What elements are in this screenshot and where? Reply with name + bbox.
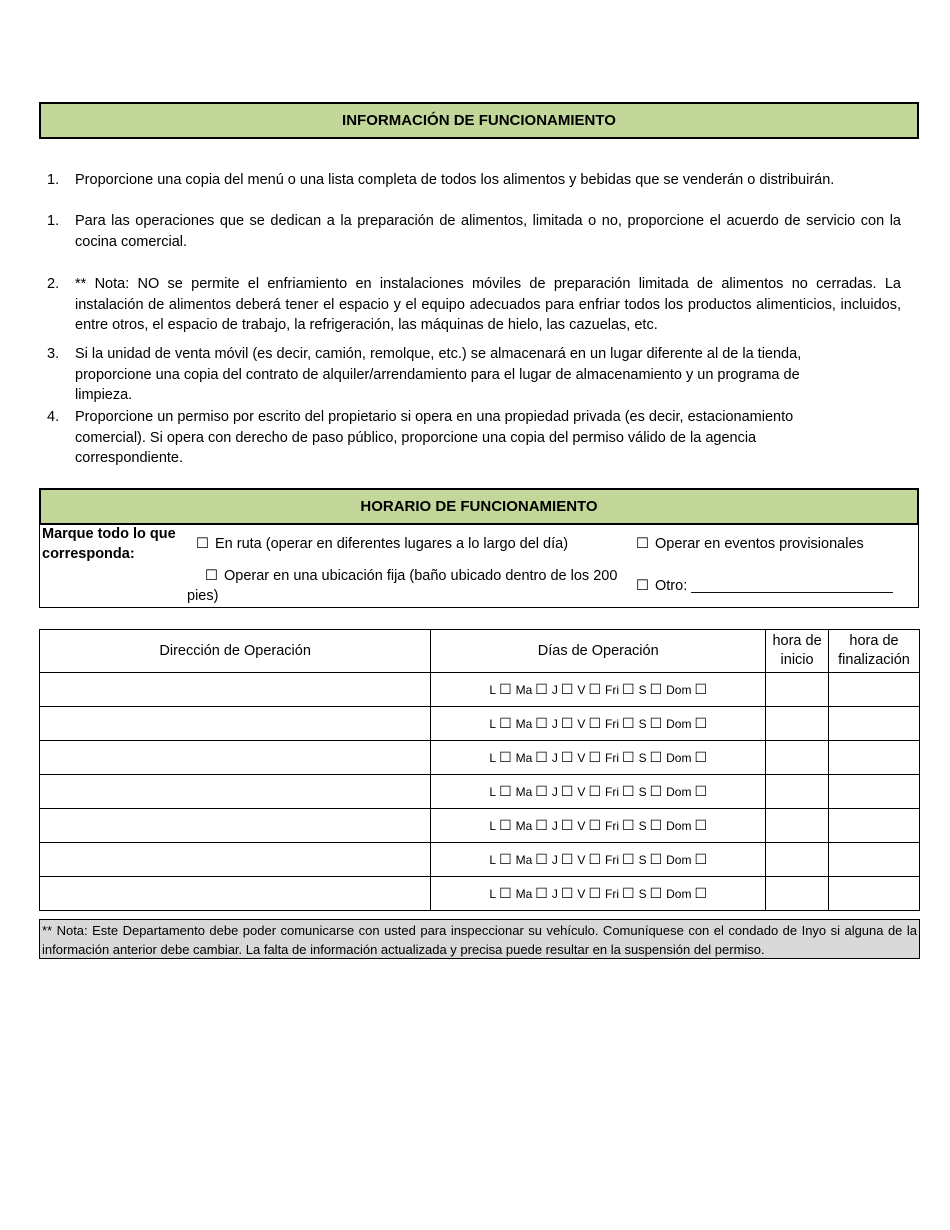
checkbox-icon[interactable]: ☐: [535, 681, 548, 697]
day-checkbox[interactable]: [516, 785, 548, 799]
day-label: S: [638, 683, 647, 697]
checkbox-icon[interactable]: ☐: [560, 749, 574, 765]
day-checkbox[interactable]: [516, 683, 548, 697]
checkbox-icon[interactable]: ☐: [622, 817, 635, 833]
checkbox-icon[interactable]: ☐: [588, 851, 601, 867]
checkbox-icon[interactable]: ☐: [694, 885, 708, 901]
day-label: L: [489, 887, 497, 901]
day-checkbox[interactable]: [489, 819, 511, 833]
item-text: Proporcione un permiso por escrito del propietario si opera en una propiedad privada (es decir, estacionamiento comercial). Si opera con derecho de paso público, proporcione una copia del permiso válido de la agencia correspondiente.: [75, 409, 794, 466]
day-checkbox[interactable]: [577, 853, 601, 867]
checkbox-icon[interactable]: ☐: [649, 681, 663, 697]
end-time-cell[interactable]: [829, 843, 920, 877]
day-checkbox[interactable]: [639, 819, 663, 833]
address-cell[interactable]: [40, 877, 431, 911]
day-label: S: [638, 785, 647, 799]
day-label: Ma: [515, 717, 533, 731]
checkbox-icon[interactable]: ☐: [560, 885, 574, 901]
checkbox-icon[interactable]: ☐: [622, 681, 635, 697]
item-text: ** Nota: NO se permite el enfriamiento en instalaciones móviles de preparación limitada de alimentos no cerradas. La instalación de alimentos deberá tener el espacio y el equipo adecuados para enfriar todos los productos alimenticios, incluidos, entre otros, el espacio de trabajo, la refrigeración, las máquinas de hielo, las cazuelas, etc.: [75, 276, 901, 333]
option-other-label: Otro: _________________________: [655, 578, 893, 594]
day-label: Ma: [515, 683, 533, 697]
day-label: L: [489, 819, 497, 833]
table-row: [40, 673, 920, 707]
table-row: [40, 775, 920, 809]
day-checkbox[interactable]: [489, 683, 511, 697]
day-checkbox[interactable]: [552, 751, 574, 765]
day-checkbox[interactable]: [516, 853, 548, 867]
day-label: Dom: [666, 717, 692, 731]
end-time-cell[interactable]: [829, 707, 920, 741]
start-time-cell[interactable]: [766, 809, 829, 843]
checkbox-icon[interactable]: ☐: [588, 885, 601, 901]
schedule-section-title: HORARIO DE FUNCIONAMIENTO: [39, 488, 919, 525]
day-label: V: [577, 717, 586, 731]
day-label: Fri: [605, 717, 619, 731]
item-text: Si la unidad de venta móvil (es decir, camión, remolque, etc.) se almacenará en un lugar diferente al de la tienda, proporcione una copia del contrato de alquiler/arrendamiento para el lugar de almacenamiento y un programa de limpieza.: [75, 346, 802, 403]
day-checkbox[interactable]: [489, 785, 511, 799]
day-checkbox[interactable]: [552, 819, 574, 833]
checkbox-icon[interactable]: ☐: [499, 885, 512, 901]
list-item: [39, 170, 901, 191]
day-label: L: [489, 683, 497, 697]
checkbox-icon[interactable]: ☐: [649, 715, 663, 731]
day-label: S: [638, 751, 647, 765]
checkbox-icon[interactable]: ☐: [560, 681, 574, 697]
header-days: Días de Operación: [431, 630, 766, 673]
day-label: Fri: [605, 751, 619, 765]
day-checkbox[interactable]: [516, 887, 548, 901]
day-checkbox[interactable]: [577, 887, 601, 901]
day-label: J: [551, 853, 558, 867]
end-time-cell[interactable]: [829, 809, 920, 843]
option-events[interactable]: [636, 534, 864, 554]
day-label: Dom: [666, 819, 692, 833]
checkbox-icon[interactable]: ☐: [535, 715, 548, 731]
checkbox-icon[interactable]: ☐: [560, 715, 574, 731]
day-label: Ma: [515, 751, 533, 765]
day-checkbox[interactable]: [489, 887, 511, 901]
option-other[interactable]: [636, 576, 893, 596]
day-checkbox[interactable]: [605, 853, 635, 867]
day-label: Ma: [515, 785, 533, 799]
start-time-cell[interactable]: [766, 877, 829, 911]
day-checkbox[interactable]: [639, 683, 663, 697]
checkbox-icon[interactable]: ☐: [649, 885, 663, 901]
address-cell[interactable]: [40, 809, 431, 843]
checkbox-icon[interactable]: ☐: [636, 578, 649, 594]
day-checkbox[interactable]: [605, 683, 635, 697]
start-time-cell[interactable]: [766, 843, 829, 877]
days-cell: [431, 673, 766, 707]
option-route[interactable]: [196, 534, 568, 554]
start-time-cell[interactable]: [766, 741, 829, 775]
day-label: V: [577, 819, 586, 833]
checkbox-icon[interactable]: ☐: [499, 783, 512, 799]
days-cell: [431, 843, 766, 877]
table-row: [40, 707, 920, 741]
day-label: V: [577, 887, 586, 901]
day-label: Dom: [666, 853, 692, 867]
day-checkbox[interactable]: [577, 819, 601, 833]
checkbox-icon[interactable]: ☐: [588, 715, 601, 731]
checkbox-icon[interactable]: ☐: [622, 715, 635, 731]
day-checkbox[interactable]: [552, 887, 574, 901]
day-label: Dom: [666, 785, 692, 799]
item-text: Para las operaciones que se dedican a la preparación de alimentos, limitada o no, proporcione el acuerdo de servicio con la cocina comercial.: [75, 213, 901, 250]
checkbox-icon[interactable]: ☐: [694, 681, 708, 697]
day-label: S: [638, 887, 647, 901]
start-time-cell[interactable]: [766, 673, 829, 707]
day-label: J: [551, 751, 558, 765]
day-label: J: [551, 819, 558, 833]
day-checkbox[interactable]: [516, 819, 548, 833]
end-time-cell[interactable]: [829, 673, 920, 707]
day-label: Fri: [605, 853, 619, 867]
checkbox-icon[interactable]: ☐: [535, 749, 548, 765]
day-label: Dom: [666, 751, 692, 765]
address-cell[interactable]: [40, 775, 431, 809]
day-label: Ma: [515, 887, 533, 901]
checkbox-icon[interactable]: ☐: [694, 817, 708, 833]
checkbox-icon[interactable]: ☐: [622, 783, 635, 799]
info-section-title: INFORMACIÓN DE FUNCIONAMIENTO: [39, 102, 919, 139]
day-label: L: [489, 785, 497, 799]
checkbox-icon[interactable]: ☐: [622, 749, 635, 765]
day-checkbox[interactable]: [577, 751, 601, 765]
item-text: Proporcione una copia del menú o una lista completa de todos los alimentos y bebidas que se venderán o distribuirán.: [75, 172, 835, 188]
day-label: V: [577, 853, 586, 867]
day-checkbox[interactable]: [605, 887, 635, 901]
checkbox-icon[interactable]: ☐: [694, 749, 708, 765]
day-checkbox[interactable]: [577, 785, 601, 799]
checkbox-icon[interactable]: ☐: [622, 885, 635, 901]
item-number: 2.: [47, 276, 60, 292]
list-item: [39, 211, 901, 252]
day-checkbox[interactable]: [577, 717, 601, 731]
table-header-row: [40, 630, 920, 673]
day-checkbox[interactable]: [605, 751, 635, 765]
checkbox-icon[interactable]: ☐: [560, 817, 574, 833]
day-checkbox[interactable]: [666, 717, 707, 731]
day-label: V: [577, 683, 586, 697]
address-cell[interactable]: [40, 843, 431, 877]
day-checkbox[interactable]: [605, 717, 635, 731]
list-item: [39, 344, 819, 406]
table-row: [40, 843, 920, 877]
checkbox-icon[interactable]: ☐: [205, 568, 218, 584]
checkbox-icon[interactable]: ☐: [535, 783, 548, 799]
end-time-cell[interactable]: [829, 741, 920, 775]
option-events-label: Operar en eventos provisionales: [655, 536, 864, 552]
day-checkbox[interactable]: [552, 683, 574, 697]
day-label: L: [489, 751, 497, 765]
item-number: 3.: [47, 346, 60, 362]
table-row: [40, 809, 920, 843]
day-checkbox[interactable]: [489, 853, 511, 867]
checkbox-icon[interactable]: ☐: [588, 749, 601, 765]
item-number: 4.: [47, 409, 60, 425]
day-checkbox[interactable]: [666, 683, 707, 697]
schedule-options-box: [39, 522, 919, 608]
checkbox-icon[interactable]: ☐: [560, 783, 574, 799]
option-fixed[interactable]: [187, 566, 632, 606]
item-number: 1.: [47, 213, 60, 229]
checkbox-icon[interactable]: ☐: [694, 783, 708, 799]
header-start-time: hora de inicio: [766, 630, 829, 673]
checkbox-icon[interactable]: ☐: [694, 715, 708, 731]
day-checkbox[interactable]: [605, 785, 635, 799]
day-checkbox[interactable]: [639, 751, 663, 765]
day-checkbox[interactable]: [666, 853, 707, 867]
checkbox-icon[interactable]: ☐: [649, 783, 663, 799]
checkbox-icon[interactable]: ☐: [560, 851, 574, 867]
day-label: V: [577, 751, 586, 765]
day-label: V: [577, 785, 586, 799]
end-time-cell[interactable]: [829, 775, 920, 809]
day-label: L: [489, 853, 497, 867]
checkbox-icon[interactable]: ☐: [196, 536, 209, 552]
header-end-time: hora de finalización: [829, 630, 920, 673]
day-label: Fri: [605, 887, 619, 901]
day-label: S: [638, 819, 647, 833]
day-checkbox[interactable]: [516, 751, 548, 765]
day-checkbox[interactable]: [552, 717, 574, 731]
day-checkbox[interactable]: [605, 819, 635, 833]
checkbox-icon[interactable]: ☐: [499, 715, 512, 731]
list-item: [39, 274, 901, 336]
checkbox-icon[interactable]: ☐: [499, 817, 512, 833]
day-checkbox[interactable]: [666, 819, 707, 833]
days-cell: [431, 877, 766, 911]
day-label: Ma: [515, 819, 533, 833]
option-fixed-label: Operar en una ubicación fija (baño ubicado dentro de los 200 pies): [187, 568, 618, 604]
checkbox-icon[interactable]: ☐: [535, 851, 548, 867]
day-checkbox[interactable]: [552, 785, 574, 799]
header-address: Dirección de Operación: [40, 630, 431, 673]
start-time-cell[interactable]: [766, 707, 829, 741]
day-checkbox[interactable]: [489, 751, 511, 765]
checkbox-icon[interactable]: ☐: [499, 681, 512, 697]
days-cell: [431, 707, 766, 741]
checkbox-icon[interactable]: ☐: [636, 536, 649, 552]
day-checkbox[interactable]: [639, 853, 663, 867]
day-checkbox[interactable]: [639, 887, 663, 901]
table-row: [40, 741, 920, 775]
day-label: S: [638, 853, 647, 867]
day-label: S: [638, 717, 647, 731]
checkbox-icon[interactable]: ☐: [649, 851, 663, 867]
day-checkbox[interactable]: [552, 853, 574, 867]
checkbox-icon[interactable]: ☐: [535, 817, 548, 833]
day-label: Fri: [605, 683, 619, 697]
table-row: [40, 877, 920, 911]
day-checkbox[interactable]: [516, 717, 548, 731]
mark-all-label: Marque todo lo que corresponda:: [42, 526, 176, 562]
item-number: 1.: [47, 172, 60, 188]
day-label: Fri: [605, 819, 619, 833]
day-checkbox[interactable]: [577, 683, 601, 697]
day-label: Dom: [666, 683, 692, 697]
checkbox-icon[interactable]: ☐: [694, 851, 708, 867]
day-label: Ma: [515, 853, 533, 867]
day-checkbox[interactable]: [639, 717, 663, 731]
footer-note: ** Nota: Este Departamento debe poder comunicarse con usted para inspeccionar su vehículo. Comuníquese con el condado de Inyo si alguna de la información anterior debe cambiar. La falta de información actualizada y precisa puede resultar en la suspensión del permiso.: [39, 919, 920, 959]
list-item: [39, 407, 799, 469]
address-cell[interactable]: [40, 741, 431, 775]
day-label: J: [551, 887, 558, 901]
operations-table: [39, 629, 920, 911]
checkbox-icon[interactable]: ☐: [588, 817, 601, 833]
day-label: J: [551, 717, 558, 731]
day-label: Fri: [605, 785, 619, 799]
day-label: J: [551, 785, 558, 799]
checkbox-icon[interactable]: ☐: [535, 885, 548, 901]
days-cell: [431, 809, 766, 843]
checkbox-icon[interactable]: ☐: [588, 681, 601, 697]
day-checkbox[interactable]: [666, 785, 707, 799]
days-cell: [431, 775, 766, 809]
day-label: L: [489, 717, 497, 731]
address-cell[interactable]: [40, 673, 431, 707]
checkbox-icon[interactable]: ☐: [588, 783, 601, 799]
option-route-label: En ruta (operar en diferentes lugares a lo largo del día): [215, 536, 569, 552]
checkbox-icon[interactable]: ☐: [649, 817, 663, 833]
start-time-cell[interactable]: [766, 775, 829, 809]
checkbox-icon[interactable]: ☐: [499, 749, 512, 765]
address-cell[interactable]: [40, 707, 431, 741]
day-label: J: [551, 683, 558, 697]
day-checkbox[interactable]: [639, 785, 663, 799]
day-checkbox[interactable]: [489, 717, 511, 731]
checkbox-icon[interactable]: ☐: [499, 851, 512, 867]
day-checkbox[interactable]: [666, 887, 707, 901]
checkbox-icon[interactable]: ☐: [622, 851, 635, 867]
days-cell: [431, 741, 766, 775]
checkbox-icon[interactable]: ☐: [649, 749, 663, 765]
day-checkbox[interactable]: [666, 751, 707, 765]
day-label: Dom: [666, 887, 692, 901]
end-time-cell[interactable]: [829, 877, 920, 911]
